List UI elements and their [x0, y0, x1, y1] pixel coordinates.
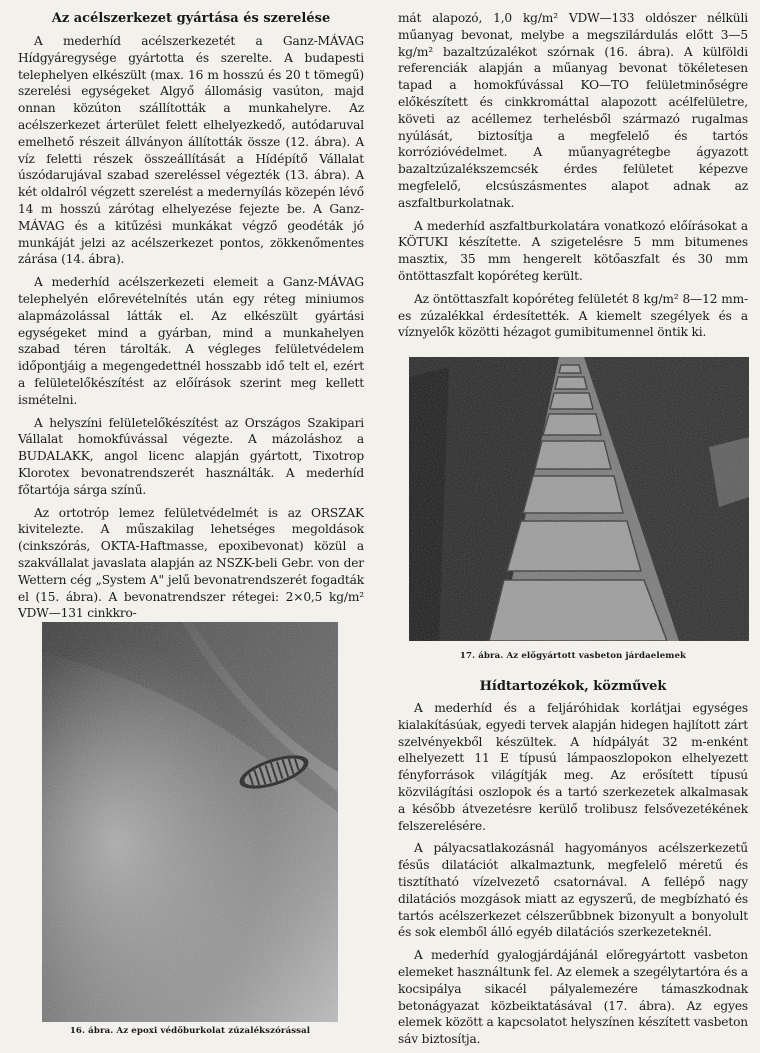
body-paragraph: A mederhíd aszfaltburkolatára vonatkozó előírásokat a KÖTUKI készítette. A szigetelésre 5 mm bitumenes masztix, 35 mm hengerelt kötőaszfalt és 30 mm öntöttaszfalt kopóréteg került. — [398, 218, 748, 283]
left-column — [18, 10, 364, 622]
figure-17 — [409, 357, 749, 641]
body-paragraph: A mederhíd és a feljáróhidak korlátjai egységes kialakításúak, egyedi tervek alapján hidegen hajlított zárt szelvényekből készültek. A hídpályát 32 m-enként elhelyezett 11 E típusú lámpaoszlopokon elhelyezett fényforrások világítják meg. Az erősített típusú közvilágítási oszlopok és a tartó szerkezetek alkalmasak a később átvezetésre kerülő trolibusz felsővezetékének felszerelésére. — [398, 701, 748, 833]
body-paragraph: Az öntöttaszfalt kopóréteg felületét 8 kg/m² 8—12 mm-es zúzalékkal érdesítették. A kiemelt szegélyek és a víznyelők közötti hézagot gumibitumennel öntik ki. — [398, 291, 748, 340]
body-paragraph: Az ortotróp lemez felületvédelmét is az ORSZAK kivitelezte. A műszakilag lehetséges megoldások (cinkszórás, OKTA-Haftmasse, epoxibevonat) közül a szakvállalat javaslata alapján az NSZK-beli Gebr. von der Wettern cég „System A" jelű bevonatrendszerét fogadták el (15. ábra). A bevonatrendszer rétegei: 2×0,5 kg/m² VDW—131 cinkkro- — [18, 505, 364, 621]
photo-precast-sidewalk — [409, 357, 749, 641]
precast-elements-photo — [409, 357, 749, 641]
body-paragraph: mát alapozó, 1,0 kg/m² VDW—133 oldószer nélküli műanyag bevonat, melybe a megszilárdulás előtt 3—5 kg/m² bazaltzúzalékot szórnak (16. ábra). A külföldi referenciák alapján a műanyag bevonat tökéletesen tapad a homokfúvással KO—TO felületminőségre előkészített és cinkkromáttal alapozott acélfelületre, követi az acéllemez terhelésből származó rugalmas nyúlását, biztosítja a megfelelő és tartós korrózióvédelmet. A műanyagrétegbe ágyazott bazaltzúzalékszemcsék érdes felületet képezve megfelelő, elcsúszásmentes alapot adnak az aszfaltburkolatnak. — [398, 11, 748, 210]
body-paragraph: A mederhíd gyalogjárdájánál előregyártott vasbeton elemeket használtunk fel. Az elemek a szegélytartóra és a kocsipálya sikacél pályalemezére támaszkodnak betonágyazat közbeiktatásával (17. ábra). Az egyes elemek között a kapcsolatot helyszínen készített vasbeton sáv biztosítja. — [398, 948, 749, 1047]
figure-17-caption: 17. ábra. Az előgyártott vasbeton járdaelemek — [459, 651, 687, 661]
photo-epoxy-coating — [42, 622, 338, 1022]
body-paragraph: A mederhíd acélszerkezetét a Ganz-MÁVAG Hídgyáregysége gyártotta és szerelte. A budapesti telephelyen elkészült (max. 16 m hosszú és 20 t tömegű) szerelési egységeket Algyő állomásig vasúton, majd onnan közúton szállították a munkahelyre. Az acélszerkezet árterület felett elhelyezkedő, autódaruval emelhető részeit állványon állították össze (12. ábra). A víz feletti részek összeállítását a Hídépítő Vállalat úszódarujával szabad szereléssel végezték (13. ábra). A két oldalról végzett szerelést a medernyílás közepén lévő 14 m hosszú zárótag elhelyezése fejezte be. A Ganz-MÁVAG és a kitűzési munkákat végző geodéták jó munkáját jelzi az acélszerkezet pontos, zökkenőmentes zárása (14. ábra). — [18, 34, 364, 267]
figure-16 — [42, 622, 338, 1022]
figure-16-caption: 16. ábra. Az epoxi védőburkolat zúzalékszórással — [69, 1026, 311, 1036]
right-column — [398, 10, 748, 341]
section-heading: Az acélszerkezet gyártása és szerelése — [51, 11, 331, 26]
section-heading-wrap — [398, 678, 748, 701]
section-heading: Hídtartozékok, közművek — [479, 679, 667, 694]
body-paragraph: A pályacsatlakozásnál hagyományos acélszerkezetű fésűs dilatációt alkalmaztunk, megfelelő méretű és tisztítható vízelvezető csatornával. A fellépő nagy dilatációs mozgások miatt az egyszerű, de megbízható és tartós acélszerkezet célszerűbbnek bizonyult a bonyolult és sok elemből álló egyéb dilatációs szerkezeteknél. — [398, 841, 748, 940]
right-column-lower — [398, 700, 748, 1048]
body-paragraph: A helyszíni felületelőkészítést az Országos Szakipari Vállalat homokfúvással végezte. A mázoláshoz a BUDALAKK, angol licenc alapján gyártott, Tixotrop Klorotex bevonatrendszerét használták. A mederhíd főtartója sárga színű. — [18, 415, 364, 497]
body-paragraph: A mederhíd acélszerkezeti elemeit a Ganz-MÁVAG telephelyén előrevételnítés után egy réteg miniumos alapmázolással látták el. Az elkészült gyártási egységeket mind a gyárban, mind a munkahelyen szabad téren tárolták. A végleges felületvédelem időpontjáig a megengedettnél hosszabb idő telt el, ezért a felületelőkészítést az előírások szerint meg kellett ismételni. — [18, 275, 364, 407]
epoxy-surface-photo — [42, 622, 338, 1022]
